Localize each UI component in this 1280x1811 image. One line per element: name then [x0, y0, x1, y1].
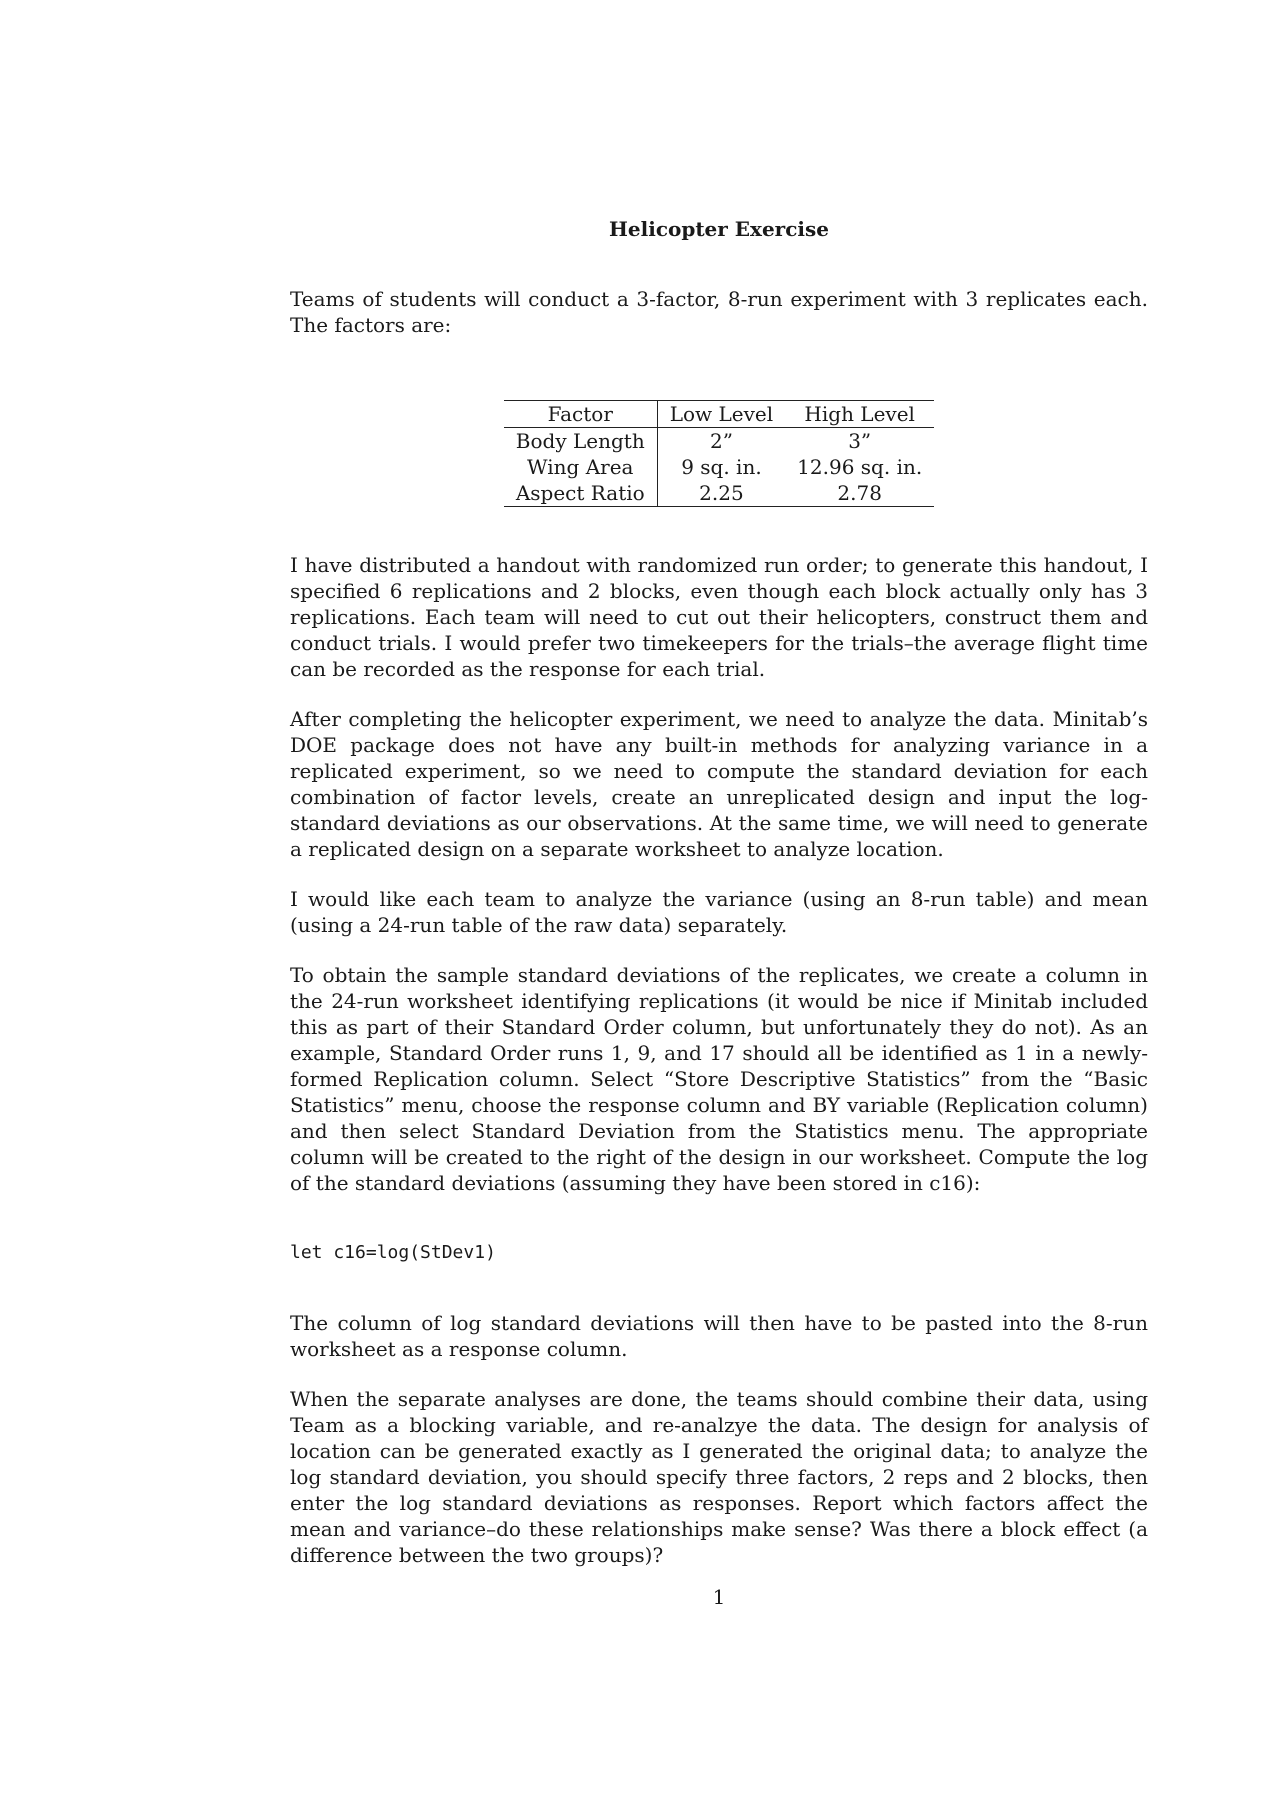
paragraph-2-block — [290, 706, 1148, 862]
table-row — [504, 428, 934, 455]
table-cell: 2.78 — [785, 480, 934, 507]
paragraph-paste-column: The column of log standard deviations will then have to be pasted into the 8-run worksheet as a response column. — [290, 1311, 1148, 1361]
intro-paragraph-block — [290, 286, 1148, 338]
table-row — [504, 454, 934, 480]
table-cell: 9 sq. in. — [681, 455, 762, 479]
table-cell: Aspect Ratio — [504, 480, 657, 507]
paragraph-1-block — [290, 552, 1148, 682]
table-cell: Body Length — [504, 428, 657, 455]
table-header-low-level: Low Level — [657, 401, 785, 428]
paragraph-standard-deviations: To obtain the sample standard deviations of the replicates, we create a column in the 24-run worksheet identifying replications (it would be nice if Minitab included this as part of their Standard Order column, but unfortunately they do not). As an example, Standard Order runs 1, 9, and 17 should all be identified as 1 in a newly-formed Replication column. Select “Store Descriptive Statistics” from the “Basic Statistics” menu, choose the response column and BY variable (Replication column) and then select Standard Deviation from the Statistics menu. The appropriate column will be created to the right of the design in our worksheet. Compute the log of the standard deviations (assuming they have been stored in c16): — [290, 963, 1148, 1195]
paragraph-team-analysis: I would like each team to analyze the variance (using an 8-run table) and mean (using a 24-run table of the raw data) separately. — [290, 887, 1148, 937]
table-header-factor: Factor — [504, 401, 657, 428]
paragraph-3-block — [290, 886, 1148, 938]
table-cell: Wing Area — [504, 454, 657, 480]
paragraph-combine-data: When the separate analyses are done, the teams should combine their data, using Team as a blocking variable, and re-analzye the data. The design for analysis of location can be generated exactly as I generated the original data; to analyze the log standard deviation, you should specify three factors, 2 reps and 2 blocks, then enter the log standard deviations as responses. Report which factors affect the mean and variance–do these relationships make sense? Was there a block effect (a difference between the two groups)? — [290, 1387, 1148, 1567]
intro-paragraph: Teams of students will conduct a 3-factor, 8-run experiment with 3 replicates each. The factors are: — [290, 287, 1148, 337]
table-cell: 3” — [848, 429, 872, 453]
code-line: let c16=log(StDev1) — [290, 1242, 496, 1263]
paragraph-run-order: I have distributed a handout with randomized run order; to generate this handout, I specified 6 replications and 2 blocks, even though each block actually only has 3 replications. Each team will need to cut out their helicopters, construct them and conduct trials. I would prefer two timekeepers for the trials–the average flight time can be recorded as the response for each trial. — [290, 553, 1148, 681]
table-row — [504, 480, 934, 507]
factor-table — [504, 400, 934, 507]
code-block — [290, 1240, 1148, 1266]
paragraph-4-block — [290, 962, 1148, 1196]
page-number: 1 — [712, 1585, 726, 1609]
paragraph-6-block — [290, 1386, 1148, 1568]
table-cell: 2.25 — [657, 480, 785, 507]
document-title: Helicopter Exercise — [609, 217, 829, 241]
table-header-high-level: High Level — [785, 401, 934, 428]
paragraph-analysis: After completing the helicopter experiment, we need to analyze the data. Minitab’s DOE package does not have any built-in methods for analyzing variance in a replicated experiment, so we need to compute the standard deviation for each combination of factor levels, create an unreplicated design and input the log-standard deviations as our observations. At the same time, we will need to generate a replicated design on a separate worksheet to analyze location. — [290, 707, 1148, 861]
paragraph-5-block — [290, 1310, 1148, 1362]
table-cell: 2” — [709, 429, 733, 453]
table-cell: 12.96 sq. in. — [797, 455, 923, 479]
factor-table-block — [290, 400, 1148, 507]
table-header-row — [504, 401, 934, 428]
